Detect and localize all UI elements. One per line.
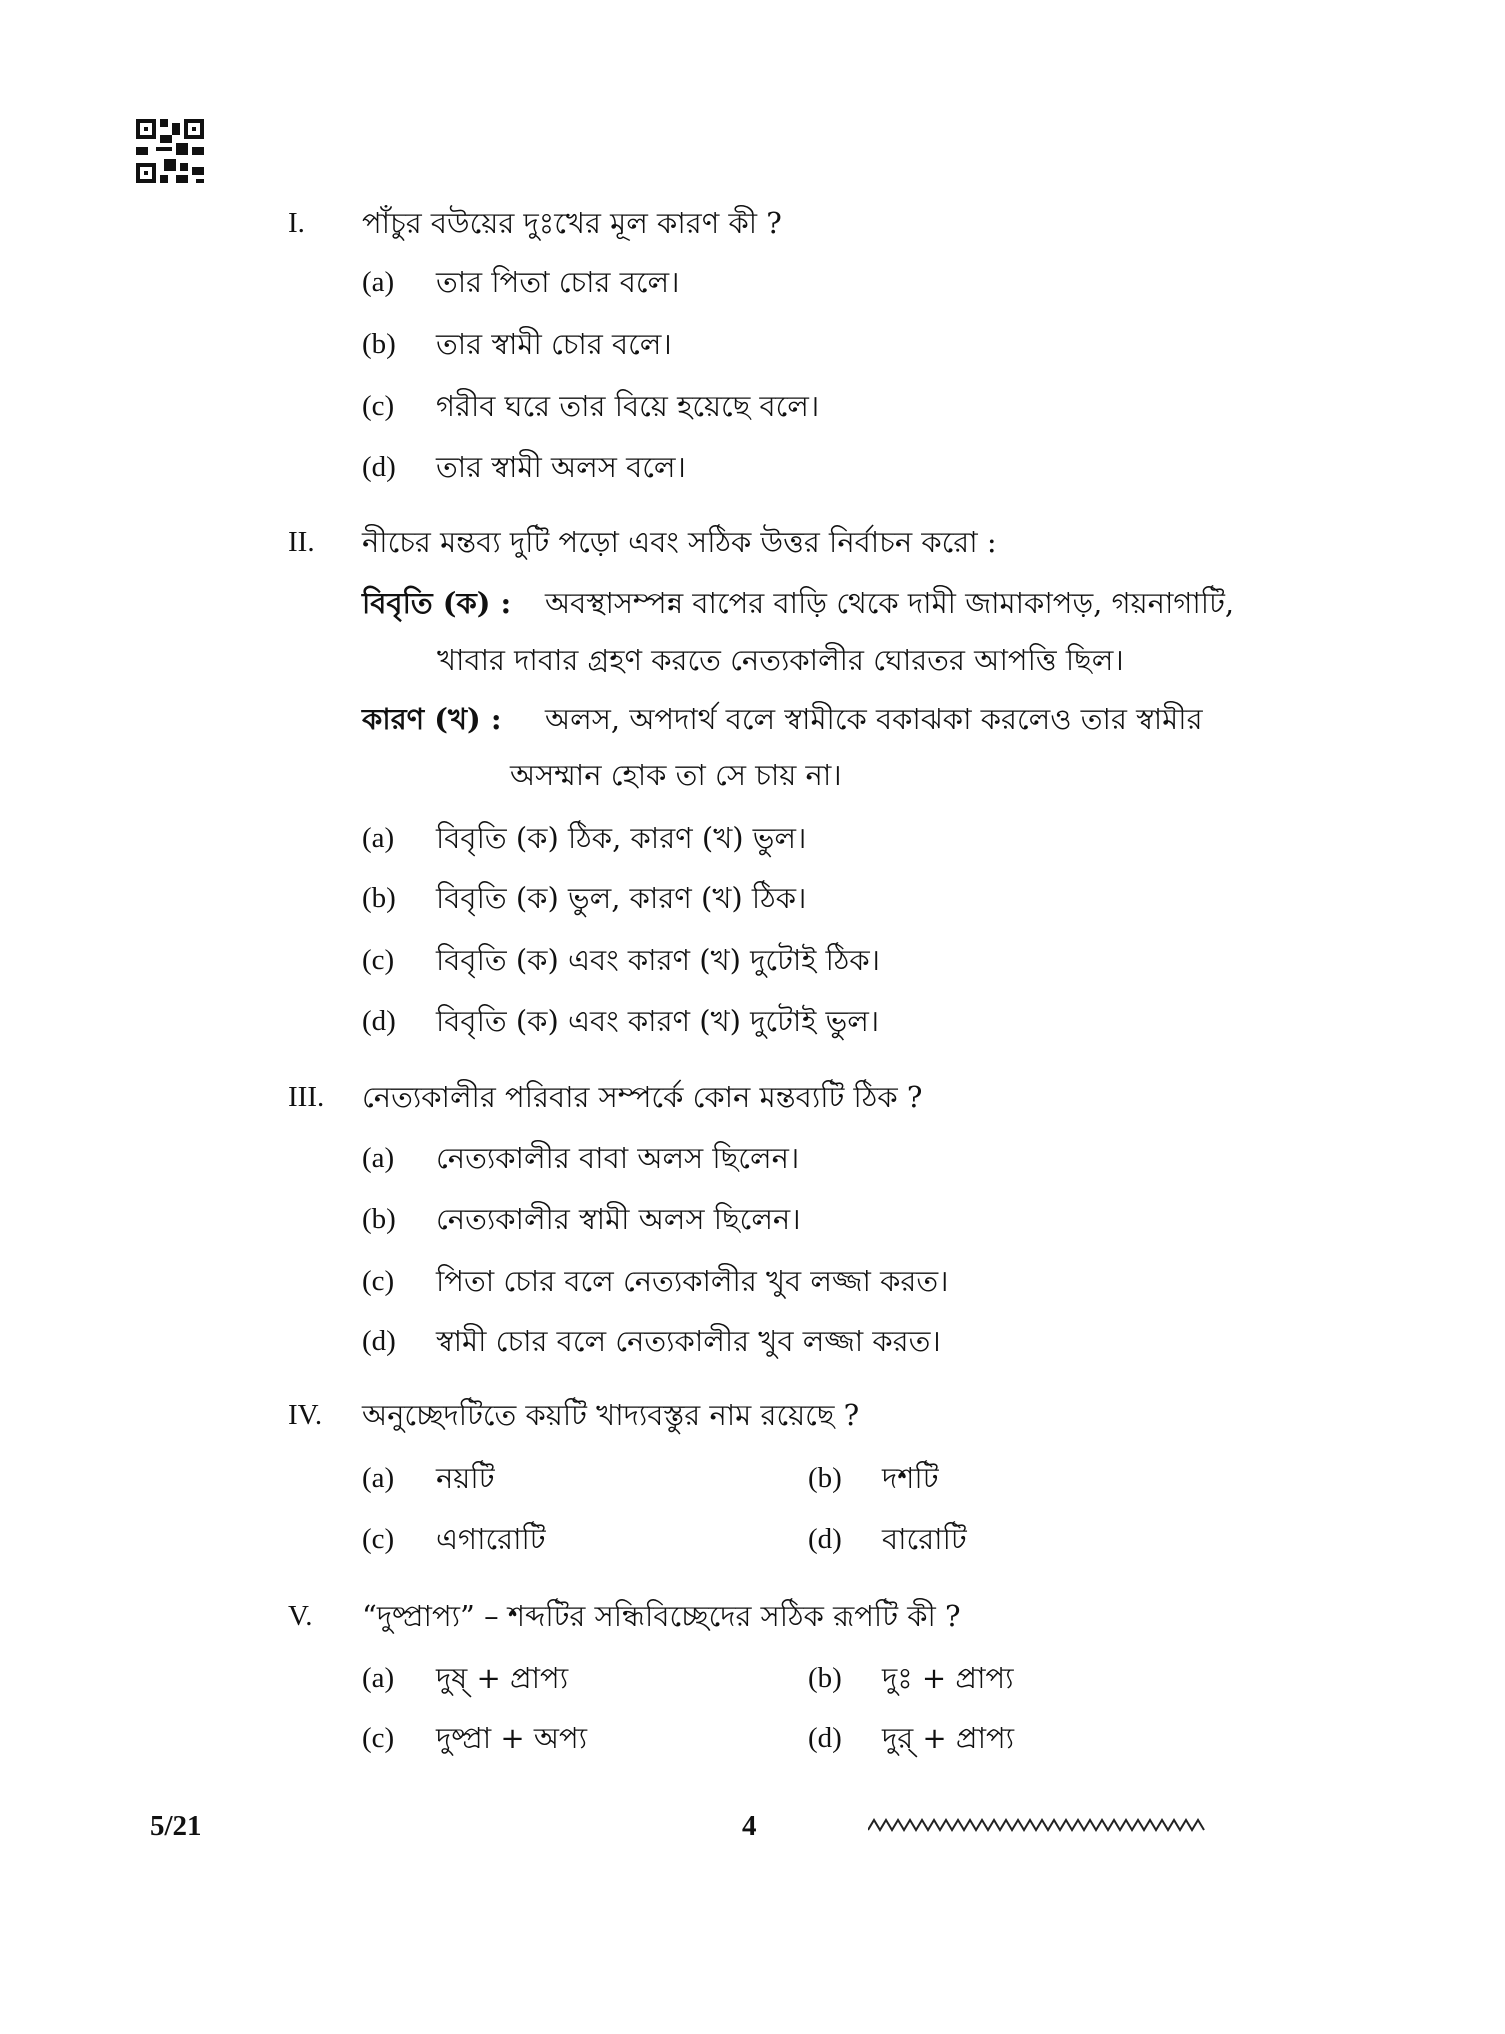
option-label: (c) [362, 944, 395, 976]
qr-code [136, 119, 204, 183]
statement-text: খাবার দাবার গ্রহণ করতে নেত্যকালীর ঘোরতর আপত্তি ছিল। [437, 643, 1124, 677]
question-text: নেত্যকালীর পরিবার সম্পর্কে কোন মন্তব্যটি ঠিক ? [362, 1080, 923, 1114]
page-number: 4 [742, 1810, 757, 1842]
option-text: বিবৃতি (ক) ঠিক, কারণ (খ) ভুল। [436, 821, 807, 855]
option-label: (d) [362, 1005, 396, 1037]
statement-label: বিবৃতি (ক) : [362, 586, 512, 620]
question-text: অনুচ্ছেদটিতে কয়টি খাদ্যবস্তুর নাম রয়েছে ? [362, 1398, 860, 1432]
question-text: নীচের মন্তব্য দুটি পড়ো এবং সঠিক উত্তর নির্বাচন করো : [362, 525, 997, 559]
option-text: বিবৃতি (ক) এবং কারণ (খ) দুটোই ঠিক। [436, 943, 881, 977]
option-text: পিতা চোর বলে নেত্যকালীর খুব লজ্জা করত। [436, 1264, 949, 1298]
option-text: দুষ্ + প্রাপ্য [436, 1661, 569, 1695]
option-label: (d) [808, 1523, 842, 1555]
option-text: দুর্ + প্রাপ্য [882, 1721, 1015, 1755]
reason-label: কারণ (খ) : [362, 702, 502, 736]
option-text: দুঃ + প্রাপ্য [882, 1661, 1014, 1695]
option-label: (a) [362, 822, 395, 854]
option-text: দশটি [882, 1461, 939, 1495]
option-text: তার স্বামী অলস বলে। [436, 450, 686, 484]
question-number: III. [288, 1081, 325, 1113]
wavy-line-decoration [868, 1814, 1208, 1838]
option-text: এগারোটি [436, 1522, 546, 1556]
question-number: IV. [288, 1399, 323, 1431]
option-text: নয়টি [436, 1461, 495, 1495]
option-text: বারোটি [882, 1522, 967, 1556]
question-text: “দুষ্প্রাপ্য” – শব্দটির সন্ধিবিচ্ছেদের সঠিক রূপটি কী ? [362, 1599, 961, 1633]
question-number: II. [288, 526, 315, 558]
option-label: (b) [808, 1662, 842, 1694]
paper-code: 5/21 [150, 1810, 202, 1842]
option-label: (a) [362, 1142, 395, 1174]
option-label: (a) [362, 1462, 395, 1494]
option-text: গরীব ঘরে তার বিয়ে হয়েছে বলে। [436, 389, 820, 423]
option-text: বিবৃতি (ক) এবং কারণ (খ) দুটোই ভুল। [436, 1004, 880, 1038]
statement-text: অবস্থাসম্পন্ন বাপের বাড়ি থেকে দামী জামাকাপড়, গয়নাগাটি, [545, 586, 1235, 620]
question-text: পাঁচুর বউয়ের দুঃখের মূল কারণ কী ? [362, 206, 782, 240]
option-label: (d) [808, 1722, 842, 1754]
reason-text: অলস, অপদার্থ বলে স্বামীকে বকাঝকা করলেও তার স্বামীর [545, 702, 1203, 736]
option-text: বিবৃতি (ক) ভুল, কারণ (খ) ঠিক। [436, 881, 807, 915]
option-label: (b) [362, 882, 396, 914]
option-label: (b) [808, 1462, 842, 1494]
option-label: (d) [362, 451, 396, 483]
option-text: নেত্যকালীর বাবা অলস ছিলেন। [436, 1141, 800, 1175]
option-label: (d) [362, 1325, 396, 1357]
option-label: (c) [362, 1265, 395, 1297]
option-label: (c) [362, 1523, 395, 1555]
option-text: তার স্বামী চোর বলে। [436, 327, 672, 361]
question-number: V. [288, 1600, 313, 1632]
question-number: I. [288, 207, 305, 239]
option-text: দুষ্প্রা + অপ্য [436, 1721, 588, 1755]
option-text: নেত্যকালীর স্বামী অলস ছিলেন। [436, 1202, 801, 1236]
option-text: স্বামী চোর বলে নেত্যকালীর খুব লজ্জা করত। [436, 1324, 941, 1358]
option-label: (c) [362, 390, 395, 422]
option-label: (c) [362, 1722, 395, 1754]
option-label: (b) [362, 328, 396, 360]
option-label: (a) [362, 266, 395, 298]
option-text: তার পিতা চোর বলে। [436, 265, 680, 299]
option-label: (b) [362, 1203, 396, 1235]
option-label: (a) [362, 1662, 395, 1694]
reason-text: অসম্মান হোক তা সে চায় না। [510, 758, 842, 792]
